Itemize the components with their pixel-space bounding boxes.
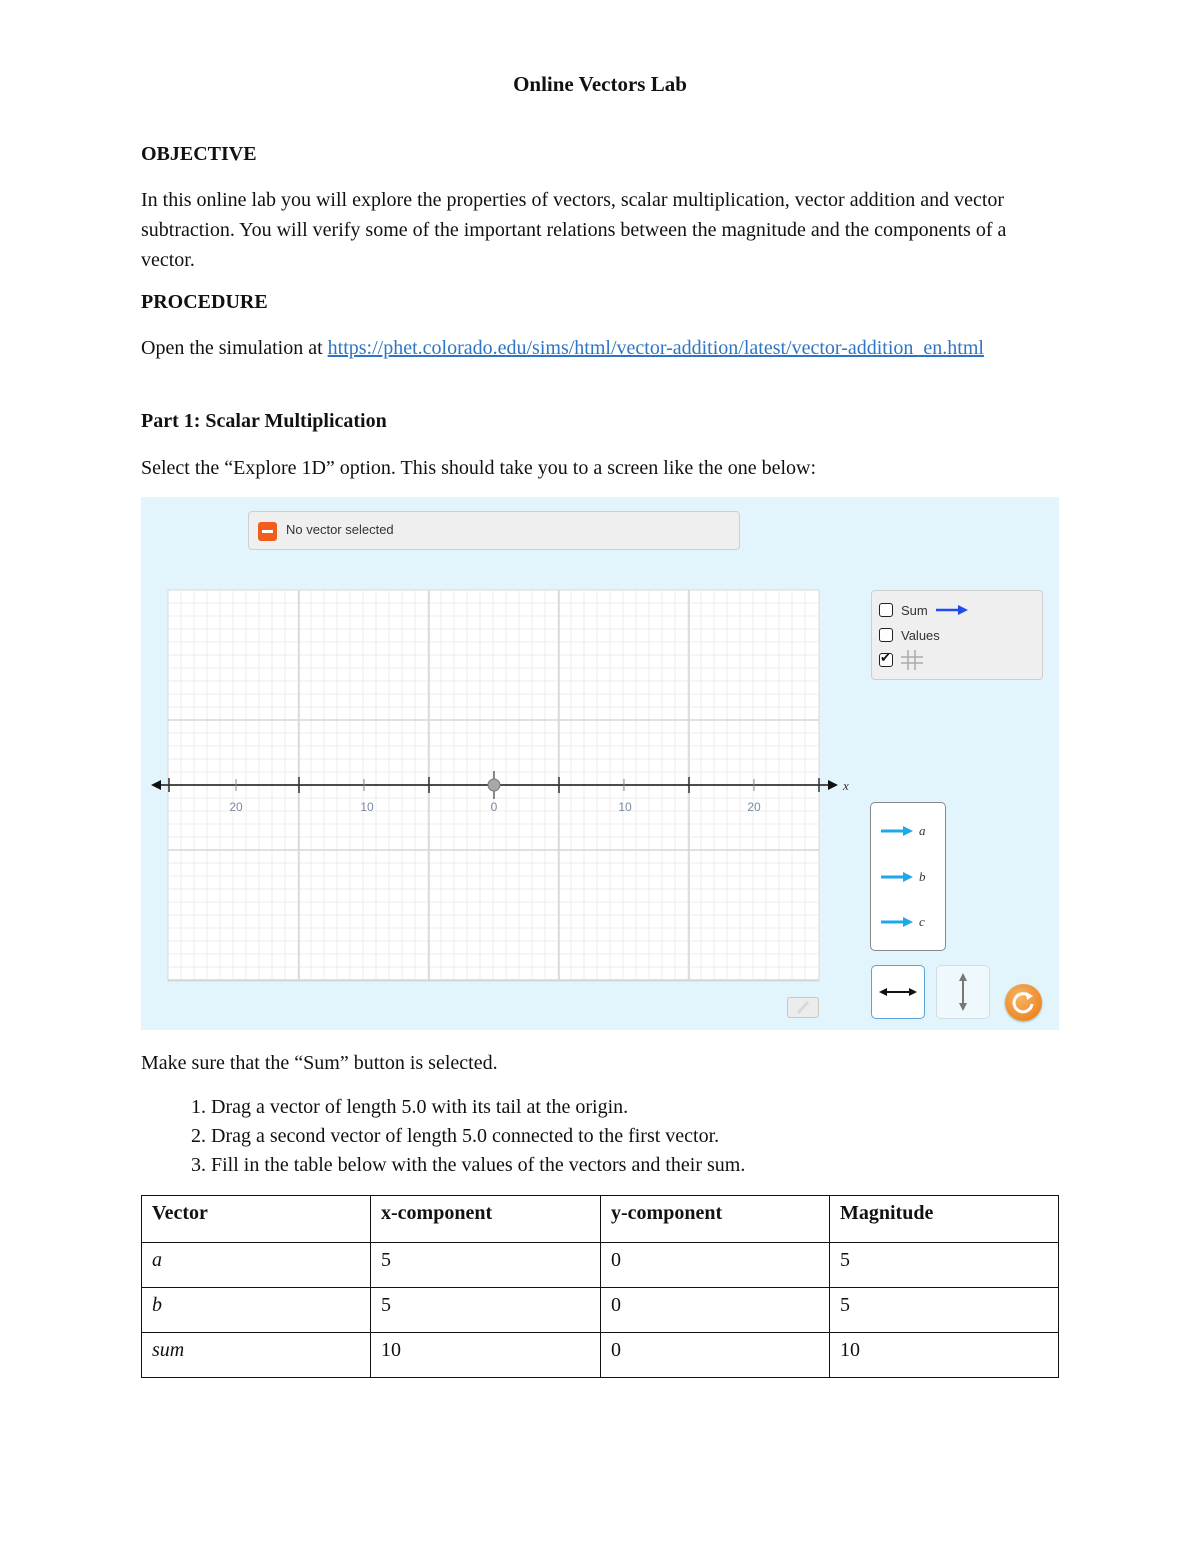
grid-checkbox-row[interactable] (879, 651, 923, 669)
vector-table (141, 1195, 1059, 1378)
header-vector: Vector (142, 1196, 371, 1243)
sum-label: Sum (901, 602, 928, 618)
header-x-component: x-component (371, 1196, 601, 1243)
cell-magnitude: 5 (830, 1243, 1059, 1288)
cell-y: 0 (601, 1288, 830, 1333)
simulation-screenshot (141, 497, 1059, 1030)
cell-vector: a (142, 1243, 371, 1288)
vertical-orientation-button[interactable] (936, 965, 990, 1019)
reset-icon (1005, 984, 1042, 1021)
eraser-button[interactable] (787, 997, 819, 1018)
step-item: 2. Drag a second vector of length 5.0 connected to the first vector. (211, 1122, 1071, 1151)
vector-c-creator[interactable] (881, 914, 925, 930)
procedure-heading: PROCEDURE (141, 291, 268, 313)
step-item: 3. Fill in the table below with the values of the vectors and their sum. (211, 1151, 1071, 1180)
vector-a-label: a (919, 823, 926, 838)
cell-vector: sum (142, 1333, 371, 1378)
procedure-steps (141, 1093, 1071, 1180)
options-panel (871, 590, 1043, 680)
objective-heading: OBJECTIVE (141, 143, 257, 165)
eraser-icon (788, 998, 818, 1017)
procedure-intro (141, 333, 1061, 363)
objective-text: In this online lab you will explore the properties of vectors, scalar multiplication, vector addition and vector subtraction. You will verify some of the important relations between the magnitude and the components of a vector. (141, 189, 1007, 271)
cell-x: 10 (371, 1333, 601, 1378)
sum-checkbox-row[interactable] (879, 601, 970, 619)
tick-label: 20 (747, 800, 761, 814)
table-row (142, 1288, 1059, 1333)
step-item: 1. Drag a vector of length 5.0 with its tail at the origin. (211, 1093, 1071, 1122)
axis-label-x: x (843, 778, 849, 793)
vector-c-label: c (919, 914, 925, 929)
cell-magnitude: 5 (830, 1288, 1059, 1333)
minus-icon[interactable] (258, 522, 277, 541)
sum-checkbox[interactable] (879, 603, 893, 617)
values-label: Values (901, 627, 940, 643)
vertical-arrows-icon (936, 965, 990, 1019)
cell-y: 0 (601, 1333, 830, 1378)
table-row (142, 1243, 1059, 1288)
selected-vector-text: No vector selected (286, 522, 394, 537)
tick-label: 10 (360, 800, 374, 814)
horizontal-arrows-icon (871, 965, 925, 1019)
table-header-row (142, 1196, 1059, 1243)
cell-x: 5 (371, 1288, 601, 1333)
values-checkbox-row[interactable] (879, 626, 940, 644)
vector-arrow-icon (881, 826, 915, 836)
vector-toolbox (870, 802, 946, 951)
sum-arrow-icon (936, 605, 970, 615)
grid-icon (901, 650, 923, 670)
page-title: Online Vectors Lab (513, 72, 687, 96)
header-magnitude: Magnitude (830, 1196, 1059, 1243)
grid-checkbox[interactable] (879, 653, 893, 667)
tick-label: 10 (618, 800, 632, 814)
reset-button[interactable] (1005, 984, 1042, 1021)
tick-label: 0 (490, 800, 498, 814)
vector-arrow-icon (881, 872, 915, 882)
table-row (142, 1333, 1059, 1378)
procedure-intro-text: Open the simulation at (141, 337, 328, 359)
horizontal-orientation-button[interactable] (871, 965, 925, 1019)
vector-arrow-icon (881, 917, 915, 927)
part1-instruction: Select the “Explore 1D” option. This should take you to a screen like the one below: (141, 457, 817, 479)
header-y-component: y-component (601, 1196, 830, 1243)
cell-vector: b (142, 1288, 371, 1333)
tick-label: 20 (229, 800, 243, 814)
cell-x: 5 (371, 1243, 601, 1288)
vector-a-creator[interactable] (881, 823, 926, 839)
vector-b-label: b (919, 869, 926, 884)
values-checkbox[interactable] (879, 628, 893, 642)
simulation-link[interactable]: https://phet.colorado.edu/sims/html/vector-addition/latest/vector-addition_en.html (327, 337, 984, 359)
cell-magnitude: 10 (830, 1333, 1059, 1378)
selected-vector-panel (248, 511, 740, 550)
cell-y: 0 (601, 1243, 830, 1288)
sum-instruction: Make sure that the “Sum” button is selected. (141, 1052, 498, 1074)
vector-b-creator[interactable] (881, 869, 926, 885)
part1-heading: Part 1: Scalar Multiplication (141, 410, 387, 432)
